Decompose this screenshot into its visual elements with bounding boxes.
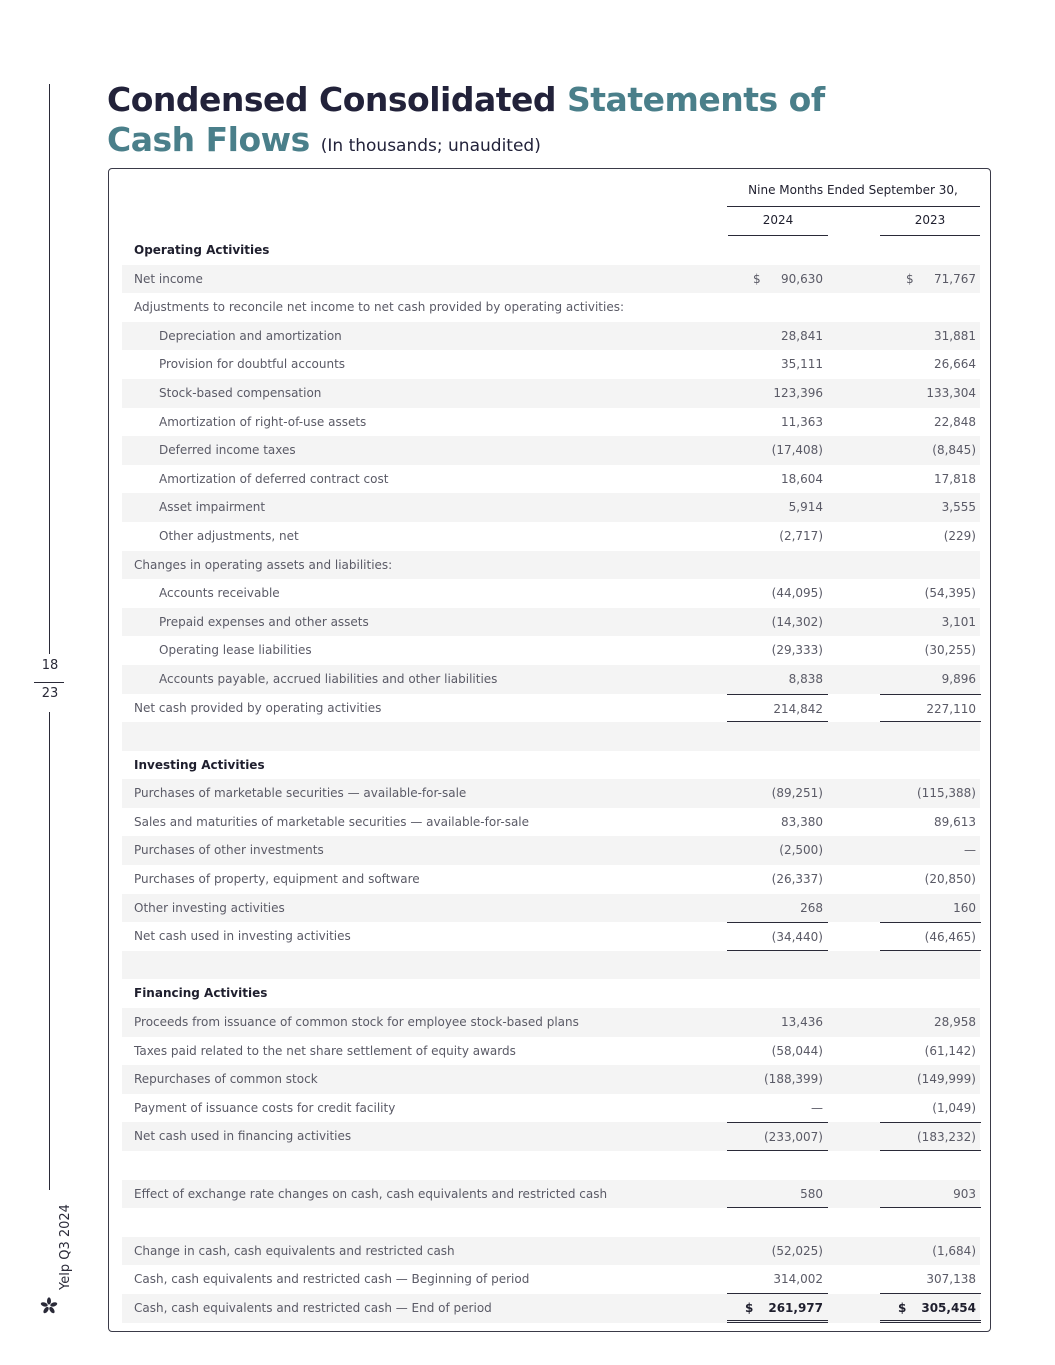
value-2023: (149,999) bbox=[917, 1072, 976, 1087]
column-header-2023: 2023 bbox=[914, 213, 946, 227]
row-label: Net cash used in financing activities bbox=[134, 1129, 352, 1144]
value-2023-cell bbox=[880, 665, 981, 694]
value-2024: 90,630 bbox=[781, 271, 823, 286]
value-2024-cell bbox=[727, 922, 828, 951]
value-2023: (8,845) bbox=[932, 443, 976, 458]
value-2023-cell bbox=[880, 265, 981, 294]
row-label: Cash, cash equivalents and restricted cash — End of period bbox=[134, 1300, 492, 1315]
row-label: Purchases of other investments bbox=[134, 843, 324, 858]
value-2023-cell bbox=[880, 465, 981, 494]
value-2023-cell bbox=[880, 751, 981, 780]
table-row bbox=[122, 579, 980, 608]
value-2023-cell bbox=[880, 551, 981, 580]
row-label: Purchases of property, equipment and software bbox=[134, 872, 420, 887]
table-row bbox=[122, 665, 980, 694]
value-2024: (17,408) bbox=[771, 443, 823, 458]
value-2023-cell bbox=[880, 722, 981, 751]
row-label: Changes in operating assets and liabilities: bbox=[134, 557, 393, 572]
value-2024: (2,717) bbox=[779, 528, 823, 543]
value-2024-cell bbox=[727, 665, 828, 694]
value-2023-cell bbox=[880, 436, 981, 465]
section-heading bbox=[122, 236, 980, 265]
value-2023-cell bbox=[880, 493, 981, 522]
value-2024: (188,399) bbox=[764, 1072, 823, 1087]
value-2023-cell bbox=[880, 1008, 981, 1037]
table-row bbox=[122, 1208, 980, 1237]
row-label: Operating Activities bbox=[134, 243, 270, 257]
page-number-total: 23 bbox=[41, 686, 59, 701]
value-2023: 31,881 bbox=[934, 328, 976, 343]
row-label: Prepaid expenses and other assets bbox=[159, 614, 369, 629]
table-row bbox=[122, 636, 980, 665]
page-number-current: 18 bbox=[41, 658, 59, 673]
value-2024: 261,977 bbox=[768, 1300, 823, 1315]
table-row bbox=[122, 608, 980, 637]
value-2024: 214,842 bbox=[773, 701, 823, 716]
table-row bbox=[122, 1151, 980, 1180]
table-row bbox=[122, 1008, 980, 1037]
table-row bbox=[122, 465, 980, 494]
value-2024: 8,838 bbox=[788, 671, 823, 686]
table-row bbox=[122, 865, 980, 894]
value-2023: 160 bbox=[953, 900, 976, 915]
value-2023-cell bbox=[880, 1265, 981, 1294]
value-2023: 903 bbox=[953, 1186, 976, 1201]
value-2024-cell bbox=[727, 1180, 828, 1209]
value-2024: (14,302) bbox=[771, 614, 823, 629]
row-label: Deferred income taxes bbox=[159, 443, 296, 458]
row-label: Accounts payable, accrued liabilities and other liabilities bbox=[159, 671, 498, 686]
title-subtitle: (In thousands; unaudited) bbox=[320, 136, 541, 156]
page-title bbox=[107, 80, 927, 166]
value-2023: (229) bbox=[943, 528, 976, 543]
value-2023: 71,767 bbox=[934, 271, 976, 286]
table-row bbox=[122, 951, 980, 980]
value-2024: 18,604 bbox=[781, 471, 823, 486]
value-2023: (183,232) bbox=[917, 1130, 976, 1145]
table-row bbox=[122, 293, 980, 322]
value-2024-cell bbox=[727, 293, 828, 322]
column-header-2024: 2024 bbox=[762, 213, 794, 227]
value-2023: 227,110 bbox=[926, 701, 976, 716]
value-2023: (61,142) bbox=[924, 1043, 976, 1058]
value-2024-cell bbox=[727, 236, 828, 265]
value-2023: 9,896 bbox=[941, 671, 976, 686]
dollar-sign: $ bbox=[906, 271, 914, 286]
row-label: Net income bbox=[134, 271, 203, 286]
row-label: Change in cash, cash equivalents and restricted cash bbox=[134, 1243, 455, 1258]
value-2024: 83,380 bbox=[781, 814, 823, 829]
value-2024-cell bbox=[727, 1122, 828, 1151]
table-row bbox=[122, 408, 980, 437]
value-2023-cell bbox=[880, 322, 981, 351]
section-heading bbox=[122, 751, 980, 780]
value-2024: (26,337) bbox=[771, 872, 823, 887]
row-label: Financing Activities bbox=[134, 986, 268, 1001]
value-2024-cell bbox=[727, 350, 828, 379]
row-label: Amortization of deferred contract cost bbox=[159, 471, 389, 486]
table-row bbox=[122, 894, 980, 923]
value-2024: (2,500) bbox=[779, 843, 823, 858]
value-2023: 28,958 bbox=[934, 1015, 976, 1030]
value-2024: (58,044) bbox=[771, 1043, 823, 1058]
value-2023-cell bbox=[880, 636, 981, 665]
value-2023-cell bbox=[880, 236, 981, 265]
value-2023: (30,255) bbox=[924, 643, 976, 658]
value-2024-cell bbox=[727, 1294, 828, 1323]
value-2024: (89,251) bbox=[771, 786, 823, 801]
value-2023-cell bbox=[880, 922, 981, 951]
table-row bbox=[122, 379, 980, 408]
value-2024: (233,007) bbox=[764, 1130, 823, 1145]
value-2023-cell bbox=[880, 979, 981, 1008]
dollar-sign: $ bbox=[753, 271, 761, 286]
title-teal-part-2: Cash Flows bbox=[107, 120, 310, 159]
value-2024: (34,440) bbox=[771, 930, 823, 945]
value-2024-cell bbox=[727, 636, 828, 665]
value-2024: 268 bbox=[800, 900, 823, 915]
value-2023-cell bbox=[880, 1094, 981, 1123]
value-2023-cell bbox=[880, 408, 981, 437]
title-teal-part-1: Statements of bbox=[567, 80, 825, 119]
table-row bbox=[122, 493, 980, 522]
rail-line-bottom bbox=[49, 712, 50, 1190]
value-2024-cell bbox=[727, 1065, 828, 1094]
value-2024: (52,025) bbox=[771, 1243, 823, 1258]
table-row bbox=[122, 1237, 980, 1266]
table-row bbox=[122, 350, 980, 379]
row-label: Amortization of right-of-use assets bbox=[159, 414, 367, 429]
value-2024-cell bbox=[727, 1008, 828, 1037]
value-2024-cell bbox=[727, 894, 828, 923]
value-2023-cell bbox=[880, 579, 981, 608]
value-2024-cell bbox=[727, 1094, 828, 1123]
value-2023: 3,555 bbox=[941, 500, 976, 515]
row-label: Adjustments to reconcile net income to net cash provided by operating activities: bbox=[134, 300, 625, 315]
table-row bbox=[122, 1294, 980, 1323]
value-2024-cell bbox=[727, 865, 828, 894]
table-row bbox=[122, 1265, 980, 1294]
table-row bbox=[122, 694, 980, 723]
table-row bbox=[122, 779, 980, 808]
row-label: Purchases of marketable securities — available-for-sale bbox=[134, 786, 467, 801]
value-2023: 307,138 bbox=[926, 1272, 976, 1287]
table-row bbox=[122, 1122, 980, 1151]
row-label: Net cash provided by operating activities bbox=[134, 700, 382, 715]
value-2023: (1,049) bbox=[932, 1100, 976, 1115]
value-2024-cell bbox=[727, 1265, 828, 1294]
row-label: Repurchases of common stock bbox=[134, 1072, 318, 1087]
period-header-rule bbox=[727, 206, 980, 207]
value-2023-cell bbox=[880, 1208, 981, 1237]
value-2024-cell bbox=[727, 836, 828, 865]
value-2024: 580 bbox=[800, 1186, 823, 1201]
value-2023: (1,684) bbox=[932, 1243, 976, 1258]
rail-line-top bbox=[49, 84, 50, 654]
value-2023: 26,664 bbox=[934, 357, 976, 372]
table-row bbox=[122, 808, 980, 837]
page-number-divider bbox=[34, 682, 64, 683]
dollar-sign: $ bbox=[745, 1300, 754, 1315]
value-2024-cell bbox=[727, 608, 828, 637]
row-label: Taxes paid related to the net share settlement of equity awards bbox=[134, 1043, 516, 1058]
value-2023-cell bbox=[880, 865, 981, 894]
value-2023: (54,395) bbox=[924, 586, 976, 601]
row-label: Net cash used in investing activities bbox=[134, 929, 351, 944]
row-label: Accounts receivable bbox=[159, 586, 280, 601]
table-row bbox=[122, 1180, 980, 1209]
table-row bbox=[122, 922, 980, 951]
row-label: Other adjustments, net bbox=[159, 528, 299, 543]
period-header: Nine Months Ended September 30, bbox=[748, 183, 958, 197]
yelp-burst-icon bbox=[40, 1297, 58, 1315]
value-2023-cell bbox=[880, 836, 981, 865]
value-2024: 35,111 bbox=[781, 357, 823, 372]
value-2024-cell bbox=[727, 979, 828, 1008]
table-row bbox=[122, 722, 980, 751]
cash-flow-table bbox=[122, 236, 980, 1323]
value-2023-cell bbox=[880, 894, 981, 923]
value-2024: 5,914 bbox=[788, 500, 823, 515]
value-2023-cell bbox=[880, 951, 981, 980]
table-row bbox=[122, 322, 980, 351]
value-2024-cell bbox=[727, 1237, 828, 1266]
value-2023-cell bbox=[880, 1037, 981, 1066]
value-2024-cell bbox=[727, 551, 828, 580]
value-2024: — bbox=[811, 1100, 823, 1115]
value-2024-cell bbox=[727, 579, 828, 608]
value-2023: (46,465) bbox=[924, 930, 976, 945]
title-dark-part: Condensed Consolidated bbox=[107, 80, 557, 119]
brand-label: Yelp Q3 2024 bbox=[58, 1204, 73, 1290]
value-2023: (20,850) bbox=[924, 872, 976, 887]
table-row bbox=[122, 551, 980, 580]
row-label: Investing Activities bbox=[134, 757, 265, 772]
value-2024-cell bbox=[727, 1151, 828, 1180]
value-2023: (115,388) bbox=[917, 786, 976, 801]
value-2024: 11,363 bbox=[781, 414, 823, 429]
table-row bbox=[122, 436, 980, 465]
value-2024-cell bbox=[727, 1037, 828, 1066]
row-label: Operating lease liabilities bbox=[159, 643, 312, 658]
value-2024-cell bbox=[727, 265, 828, 294]
value-2024-cell bbox=[727, 1208, 828, 1237]
value-2024-cell bbox=[727, 408, 828, 437]
value-2024-cell bbox=[727, 379, 828, 408]
value-2024-cell bbox=[727, 694, 828, 723]
table-row bbox=[122, 265, 980, 294]
value-2023-cell bbox=[880, 1122, 981, 1151]
value-2024-cell bbox=[727, 522, 828, 551]
value-2023-cell bbox=[880, 1294, 981, 1323]
value-2023: — bbox=[964, 843, 976, 858]
table-row bbox=[122, 1094, 980, 1123]
value-2023: 22,848 bbox=[934, 414, 976, 429]
value-2023-cell bbox=[880, 779, 981, 808]
value-2024: 314,002 bbox=[773, 1272, 823, 1287]
value-2023-cell bbox=[880, 1065, 981, 1094]
value-2023-cell bbox=[880, 1151, 981, 1180]
value-2024-cell bbox=[727, 493, 828, 522]
row-label: Payment of issuance costs for credit facility bbox=[134, 1100, 396, 1115]
table-row bbox=[122, 1065, 980, 1094]
value-2024: (44,095) bbox=[771, 586, 823, 601]
value-2023: 3,101 bbox=[941, 614, 976, 629]
value-2024-cell bbox=[727, 436, 828, 465]
row-label: Depreciation and amortization bbox=[159, 328, 342, 343]
row-label: Other investing activities bbox=[134, 900, 285, 915]
value-2023-cell bbox=[880, 608, 981, 637]
value-2023-cell bbox=[880, 379, 981, 408]
row-label: Proceeds from issuance of common stock for employee stock-based plans bbox=[134, 1015, 579, 1030]
table-row bbox=[122, 522, 980, 551]
table-row bbox=[122, 836, 980, 865]
dollar-sign: $ bbox=[898, 1300, 907, 1315]
table-row bbox=[122, 1037, 980, 1066]
row-label: Provision for doubtful accounts bbox=[159, 357, 346, 372]
value-2023-cell bbox=[880, 808, 981, 837]
value-2024: 123,396 bbox=[773, 385, 823, 400]
value-2023-cell bbox=[880, 1237, 981, 1266]
value-2023: 305,454 bbox=[921, 1300, 976, 1315]
value-2024: (29,333) bbox=[771, 643, 823, 658]
row-label: Asset impairment bbox=[159, 500, 266, 515]
value-2023: 17,818 bbox=[934, 471, 976, 486]
value-2024-cell bbox=[727, 951, 828, 980]
row-label: Sales and maturities of marketable securities — available-for-sale bbox=[134, 814, 530, 829]
value-2024-cell bbox=[727, 722, 828, 751]
value-2023-cell bbox=[880, 1180, 981, 1209]
row-label: Effect of exchange rate changes on cash, cash equivalents and restricted cash bbox=[134, 1186, 608, 1201]
value-2024-cell bbox=[727, 751, 828, 780]
value-2024-cell bbox=[727, 465, 828, 494]
value-2023-cell bbox=[880, 293, 981, 322]
value-2024: 28,841 bbox=[781, 328, 823, 343]
value-2024-cell bbox=[727, 808, 828, 837]
value-2024: 13,436 bbox=[781, 1015, 823, 1030]
value-2023-cell bbox=[880, 694, 981, 723]
value-2023: 89,613 bbox=[934, 814, 976, 829]
section-heading bbox=[122, 979, 980, 1008]
row-label: Stock-based compensation bbox=[159, 385, 322, 400]
value-2023-cell bbox=[880, 350, 981, 379]
value-2023-cell bbox=[880, 522, 981, 551]
row-label: Cash, cash equivalents and restricted cash — Beginning of period bbox=[134, 1272, 530, 1287]
value-2023: 133,304 bbox=[926, 385, 976, 400]
value-2024-cell bbox=[727, 779, 828, 808]
value-2024-cell bbox=[727, 322, 828, 351]
